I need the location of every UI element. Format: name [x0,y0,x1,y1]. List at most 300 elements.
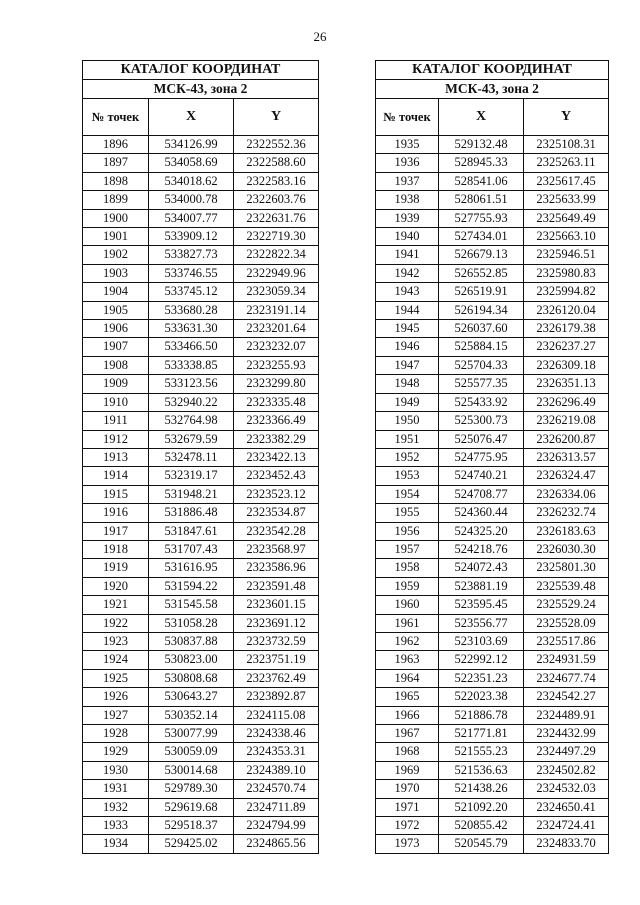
table-row [376,448,609,466]
x-coordinate-cell: 532319.17 [149,467,234,485]
table-row [83,338,319,356]
x-coordinate-cell: 526519.91 [439,283,524,301]
point-number-cell: 1958 [376,559,439,577]
y-coordinate-cell: 2323542.28 [234,522,319,540]
x-coordinate-cell: 524218.76 [439,540,524,558]
y-coordinate-cell: 2326030.30 [524,540,609,558]
y-coordinate-cell: 2326179.38 [524,320,609,338]
table-row [376,191,609,209]
y-coordinate-cell: 2326232.74 [524,504,609,522]
x-coordinate-cell: 525076.47 [439,430,524,448]
point-number-cell: 1936 [376,154,439,172]
point-number-cell: 1932 [83,798,149,816]
point-number-cell: 1917 [83,522,149,540]
x-coordinate-cell: 534058.69 [149,154,234,172]
point-number-cell: 1929 [83,743,149,761]
table-row [376,228,609,246]
table-row [376,559,609,577]
table-row [376,669,609,687]
y-coordinate-cell: 2324677.74 [524,669,609,687]
y-coordinate-cell: 2322603.76 [234,191,319,209]
table-row [83,669,319,687]
y-coordinate-cell: 2324865.56 [234,835,319,853]
point-number-cell: 1899 [83,191,149,209]
y-coordinate-cell: 2323591.48 [234,577,319,595]
x-coordinate-cell: 531616.95 [149,559,234,577]
coordinate-catalog-table-right [375,60,609,854]
y-coordinate-cell: 2323382.29 [234,430,319,448]
point-number-cell: 1963 [376,651,439,669]
x-coordinate-cell: 525577.35 [439,375,524,393]
catalog-title: КАТАЛОГ КООРДИНАТ [83,61,319,80]
y-coordinate-cell: 2325801.30 [524,559,609,577]
table-row [83,522,319,540]
point-number-cell: 1923 [83,632,149,650]
x-coordinate-cell: 525433.92 [439,393,524,411]
x-coordinate-cell: 521555.23 [439,743,524,761]
y-coordinate-cell: 2326351.13 [524,375,609,393]
x-coordinate-cell: 533338.85 [149,356,234,374]
point-number-cell: 1949 [376,393,439,411]
point-number-cell: 1954 [376,485,439,503]
x-coordinate-cell: 524360.44 [439,504,524,522]
point-number-cell: 1935 [376,136,439,154]
y-coordinate-cell: 2323422.13 [234,448,319,466]
y-coordinate-cell: 2325633.99 [524,191,609,209]
y-coordinate-cell: 2323568.97 [234,540,319,558]
point-number-cell: 1931 [83,780,149,798]
table-row [83,136,319,154]
point-number-cell: 1911 [83,412,149,430]
x-coordinate-cell: 530837.88 [149,632,234,650]
x-coordinate-cell: 530059.09 [149,743,234,761]
point-number-cell: 1950 [376,412,439,430]
point-number-cell: 1939 [376,209,439,227]
table-row [83,632,319,650]
y-coordinate-cell: 2324794.99 [234,817,319,835]
point-number-cell: 1955 [376,504,439,522]
point-number-cell: 1940 [376,228,439,246]
table-row [83,596,319,614]
y-coordinate-cell: 2324931.59 [524,651,609,669]
point-number-cell: 1970 [376,780,439,798]
table-row [83,375,319,393]
x-coordinate-cell: 533909.12 [149,228,234,246]
y-coordinate-cell: 2324432.99 [524,725,609,743]
table-row [376,651,609,669]
table-row [83,467,319,485]
x-coordinate-cell: 533466.50 [149,338,234,356]
x-coordinate-cell: 533746.55 [149,264,234,282]
y-coordinate-cell: 2325946.51 [524,246,609,264]
table-row [376,172,609,190]
x-coordinate-cell: 527755.93 [439,209,524,227]
point-number-cell: 1933 [83,817,149,835]
x-coordinate-cell: 526679.13 [439,246,524,264]
point-number-cell: 1965 [376,688,439,706]
x-coordinate-cell: 521886.78 [439,706,524,724]
catalog-body [83,136,319,854]
point-number-cell: 1937 [376,172,439,190]
x-coordinate-cell: 531707.43 [149,540,234,558]
y-coordinate-cell: 2324115.08 [234,706,319,724]
y-coordinate-cell: 2325649.49 [524,209,609,227]
point-number-cell: 1906 [83,320,149,338]
x-coordinate-cell: 530643.27 [149,688,234,706]
table-row [376,283,609,301]
point-number-cell: 1897 [83,154,149,172]
y-coordinate-cell: 2325517.86 [524,632,609,650]
point-number-cell: 1969 [376,761,439,779]
point-number-cell: 1941 [376,246,439,264]
table-row [376,393,609,411]
table-row [83,393,319,411]
point-number-cell: 1934 [83,835,149,853]
page-number: 26 [313,29,327,44]
table-row [376,596,609,614]
point-number-cell: 1959 [376,577,439,595]
x-coordinate-cell: 529619.68 [149,798,234,816]
x-coordinate-cell: 524708.77 [439,485,524,503]
x-coordinate-cell: 533827.73 [149,246,234,264]
point-number-cell: 1967 [376,725,439,743]
point-number-cell: 1956 [376,522,439,540]
y-coordinate-cell: 2324353.31 [234,743,319,761]
table-row [83,835,319,853]
x-coordinate-cell: 534007.77 [149,209,234,227]
x-coordinate-cell: 531948.21 [149,485,234,503]
x-coordinate-cell: 531594.22 [149,577,234,595]
x-coordinate-cell: 525704.33 [439,356,524,374]
y-coordinate-cell: 2326120.04 [524,301,609,319]
point-number-cell: 1902 [83,246,149,264]
x-coordinate-cell: 532940.22 [149,393,234,411]
x-coordinate-cell: 528061.51 [439,191,524,209]
y-coordinate-cell: 2324497.29 [524,743,609,761]
table-row [83,614,319,632]
table-row [376,338,609,356]
x-coordinate-cell: 520545.79 [439,835,524,853]
table-row [376,136,609,154]
table-row [376,817,609,835]
x-coordinate-cell: 530352.14 [149,706,234,724]
x-coordinate-cell: 529789.30 [149,780,234,798]
table-row [83,264,319,282]
point-number-cell: 1910 [83,393,149,411]
y-coordinate-cell: 2326334.06 [524,485,609,503]
table-row [83,743,319,761]
table-row [376,209,609,227]
x-coordinate-cell: 533631.30 [149,320,234,338]
y-coordinate-cell: 2324542.27 [524,688,609,706]
table-row [83,283,319,301]
table-row [83,448,319,466]
point-number-cell: 1966 [376,706,439,724]
table-row [83,320,319,338]
y-coordinate-cell: 2325539.48 [524,577,609,595]
table-row [376,301,609,319]
y-coordinate-cell: 2324711.89 [234,798,319,816]
point-number-cell: 1947 [376,356,439,374]
table-row [83,540,319,558]
point-number-cell: 1913 [83,448,149,466]
y-coordinate-cell: 2322631.76 [234,209,319,227]
y-coordinate-cell: 2326324.47 [524,467,609,485]
table-row [83,301,319,319]
point-number-cell: 1900 [83,209,149,227]
y-coordinate-cell: 2325994.82 [524,283,609,301]
point-number-cell: 1946 [376,338,439,356]
x-coordinate-cell: 524325.20 [439,522,524,540]
table-row [376,761,609,779]
x-coordinate-cell: 525884.15 [439,338,524,356]
y-coordinate-cell: 2325529.24 [524,596,609,614]
y-coordinate-cell: 2323191.14 [234,301,319,319]
coordinate-catalog-table-left [82,60,319,854]
y-coordinate-cell: 2322588.60 [234,154,319,172]
point-number-cell: 1938 [376,191,439,209]
table-row [83,412,319,430]
y-coordinate-cell: 2323059.34 [234,283,319,301]
x-coordinate-cell: 529425.02 [149,835,234,853]
x-coordinate-cell: 528945.33 [439,154,524,172]
x-coordinate-cell: 530823.00 [149,651,234,669]
x-coordinate-cell: 521438.26 [439,780,524,798]
table-row [376,614,609,632]
x-coordinate-cell: 531545.58 [149,596,234,614]
y-coordinate-cell: 2324724.41 [524,817,609,835]
y-coordinate-cell: 2322822.34 [234,246,319,264]
table-row [376,504,609,522]
y-coordinate-cell: 2325980.83 [524,264,609,282]
table-row [83,154,319,172]
column-header-x: X [149,99,234,136]
x-coordinate-cell: 522992.12 [439,651,524,669]
x-coordinate-cell: 526194.34 [439,301,524,319]
point-number-cell: 1927 [83,706,149,724]
x-coordinate-cell: 521771.81 [439,725,524,743]
table-row [83,228,319,246]
y-coordinate-cell: 2324338.46 [234,725,319,743]
x-coordinate-cell: 533680.28 [149,301,234,319]
point-number-cell: 1948 [376,375,439,393]
point-number-cell: 1905 [83,301,149,319]
table-row [83,485,319,503]
point-number-cell: 1930 [83,761,149,779]
table-row [83,780,319,798]
point-number-cell: 1903 [83,264,149,282]
column-header-point-number: № точек [376,99,439,136]
x-coordinate-cell: 531886.48 [149,504,234,522]
table-row [376,725,609,743]
column-header-y: Y [234,99,319,136]
table-row [376,835,609,853]
x-coordinate-cell: 523881.19 [439,577,524,595]
catalog-title: КАТАЛОГ КООРДИНАТ [376,61,609,80]
y-coordinate-cell: 2325528.09 [524,614,609,632]
table-row [83,798,319,816]
table-row [376,430,609,448]
x-coordinate-cell: 520855.42 [439,817,524,835]
point-number-cell: 1908 [83,356,149,374]
point-number-cell: 1921 [83,596,149,614]
x-coordinate-cell: 526552.85 [439,264,524,282]
y-coordinate-cell: 2323691.12 [234,614,319,632]
point-number-cell: 1973 [376,835,439,853]
x-coordinate-cell: 524072.43 [439,559,524,577]
point-number-cell: 1943 [376,283,439,301]
x-coordinate-cell: 524775.95 [439,448,524,466]
table-row [83,651,319,669]
x-coordinate-cell: 534000.78 [149,191,234,209]
table-row [83,191,319,209]
y-coordinate-cell: 2323232.07 [234,338,319,356]
table-row [376,467,609,485]
table-row [376,688,609,706]
point-number-cell: 1944 [376,301,439,319]
x-coordinate-cell: 531847.61 [149,522,234,540]
y-coordinate-cell: 2322583.16 [234,172,319,190]
table-row [83,559,319,577]
x-coordinate-cell: 527434.01 [439,228,524,246]
point-number-cell: 1920 [83,577,149,595]
point-number-cell: 1898 [83,172,149,190]
x-coordinate-cell: 532679.59 [149,430,234,448]
table-row [83,246,319,264]
table-row [376,743,609,761]
point-number-cell: 1942 [376,264,439,282]
y-coordinate-cell: 2324489.91 [524,706,609,724]
table-row [376,522,609,540]
point-number-cell: 1951 [376,430,439,448]
table-row [376,780,609,798]
point-number-cell: 1916 [83,504,149,522]
y-coordinate-cell: 2324570.74 [234,780,319,798]
catalog-body [376,136,609,854]
y-coordinate-cell: 2325663.10 [524,228,609,246]
x-coordinate-cell: 525300.73 [439,412,524,430]
y-coordinate-cell: 2323534.87 [234,504,319,522]
y-coordinate-cell: 2323201.64 [234,320,319,338]
point-number-cell: 1907 [83,338,149,356]
point-number-cell: 1928 [83,725,149,743]
point-number-cell: 1968 [376,743,439,761]
table-row [376,798,609,816]
point-number-cell: 1918 [83,540,149,558]
y-coordinate-cell: 2326296.49 [524,393,609,411]
y-coordinate-cell: 2322719.30 [234,228,319,246]
x-coordinate-cell: 533123.56 [149,375,234,393]
y-coordinate-cell: 2323762.49 [234,669,319,687]
y-coordinate-cell: 2324532.03 [524,780,609,798]
y-coordinate-cell: 2323335.48 [234,393,319,411]
x-coordinate-cell: 532764.98 [149,412,234,430]
table-row [83,172,319,190]
x-coordinate-cell: 528541.06 [439,172,524,190]
table-row [83,356,319,374]
x-coordinate-cell: 522023.38 [439,688,524,706]
catalog-subtitle: МСК-43, зона 2 [376,80,609,99]
y-coordinate-cell: 2326309.18 [524,356,609,374]
table-row [83,430,319,448]
point-number-cell: 1952 [376,448,439,466]
point-number-cell: 1926 [83,688,149,706]
column-header-y: Y [524,99,609,136]
y-coordinate-cell: 2323452.43 [234,467,319,485]
point-number-cell: 1914 [83,467,149,485]
table-row [376,154,609,172]
catalog-subtitle: МСК-43, зона 2 [83,80,319,99]
table-row [376,264,609,282]
y-coordinate-cell: 2325617.45 [524,172,609,190]
table-row [83,209,319,227]
y-coordinate-cell: 2326200.87 [524,430,609,448]
y-coordinate-cell: 2323255.93 [234,356,319,374]
y-coordinate-cell: 2323601.15 [234,596,319,614]
x-coordinate-cell: 534018.62 [149,172,234,190]
table-row [83,761,319,779]
point-number-cell: 1915 [83,485,149,503]
point-number-cell: 1972 [376,817,439,835]
table-row [376,356,609,374]
x-coordinate-cell: 524740.21 [439,467,524,485]
x-coordinate-cell: 523556.77 [439,614,524,632]
table-row [376,632,609,650]
table-row [376,577,609,595]
y-coordinate-cell: 2324502.82 [524,761,609,779]
point-number-cell: 1912 [83,430,149,448]
x-coordinate-cell: 523103.69 [439,632,524,650]
y-coordinate-cell: 2323751.19 [234,651,319,669]
table-row [83,504,319,522]
y-coordinate-cell: 2323366.49 [234,412,319,430]
table-row [376,706,609,724]
table-row [83,688,319,706]
point-number-cell: 1962 [376,632,439,650]
x-coordinate-cell: 530014.68 [149,761,234,779]
table-row [376,540,609,558]
y-coordinate-cell: 2326219.08 [524,412,609,430]
x-coordinate-cell: 522351.23 [439,669,524,687]
point-number-cell: 1971 [376,798,439,816]
x-coordinate-cell: 533745.12 [149,283,234,301]
y-coordinate-cell: 2323732.59 [234,632,319,650]
y-coordinate-cell: 2326237.27 [524,338,609,356]
point-number-cell: 1925 [83,669,149,687]
point-number-cell: 1922 [83,614,149,632]
table-row [83,725,319,743]
y-coordinate-cell: 2326183.63 [524,522,609,540]
y-coordinate-cell: 2323523.12 [234,485,319,503]
table-row [376,375,609,393]
y-coordinate-cell: 2322552.36 [234,136,319,154]
point-number-cell: 1919 [83,559,149,577]
point-number-cell: 1909 [83,375,149,393]
x-coordinate-cell: 530808.68 [149,669,234,687]
table-row [83,817,319,835]
point-number-cell: 1945 [376,320,439,338]
point-number-cell: 1953 [376,467,439,485]
point-number-cell: 1904 [83,283,149,301]
x-coordinate-cell: 532478.11 [149,448,234,466]
x-coordinate-cell: 523595.45 [439,596,524,614]
point-number-cell: 1961 [376,614,439,632]
point-number-cell: 1901 [83,228,149,246]
table-row [83,577,319,595]
y-coordinate-cell: 2322949.96 [234,264,319,282]
point-number-cell: 1964 [376,669,439,687]
point-number-cell: 1960 [376,596,439,614]
